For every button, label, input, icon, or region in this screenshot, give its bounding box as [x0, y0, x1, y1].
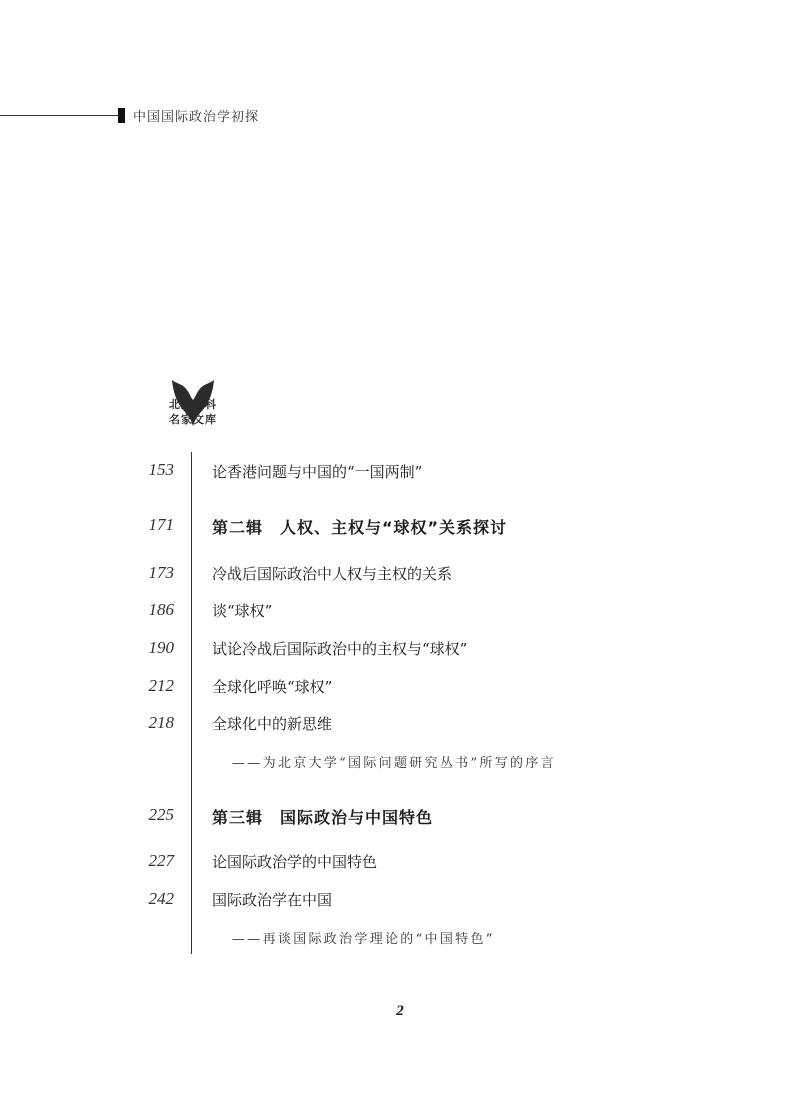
toc-entry[interactable]: 论国际政治学的中国特色: [212, 853, 378, 871]
toc-section-heading[interactable]: 第二辑 人权、主权与“球权”关系探讨: [212, 518, 508, 537]
toc-page-number: 218: [148, 713, 174, 732]
toc-page-number: 242: [148, 889, 174, 908]
toc-divider: [191, 452, 192, 954]
header-marker: [118, 108, 125, 123]
logo-text-line2: 名家文库: [169, 413, 217, 426]
toc-page-number: 173: [148, 563, 174, 582]
toc-page-number: 225: [148, 805, 174, 824]
toc-page-number: 212: [148, 676, 174, 695]
toc-entry[interactable]: 谈“球权”: [212, 602, 273, 620]
publisher-logo: [163, 378, 223, 428]
page-number: 2: [396, 1003, 404, 1019]
toc-entry[interactable]: 全球化呼唤“球权”: [212, 678, 333, 696]
toc-section-heading[interactable]: 第三辑 国际政治与中国特色: [212, 808, 434, 827]
toc-entry[interactable]: 国际政治学在中国: [212, 891, 333, 909]
toc-page-number: 190: [148, 638, 174, 657]
toc-page-number: 227: [148, 851, 174, 870]
logo-text-line1: 北京社科: [169, 398, 217, 411]
toc-entry[interactable]: 冷战后国际政治中人权与主权的关系: [212, 565, 453, 583]
running-header: 中国国际政治学初探: [133, 110, 260, 125]
toc-entry[interactable]: 论香港问题与中国的“一国两制”: [212, 463, 423, 481]
toc-entry[interactable]: 试论冷战后国际政治中的主权与“球权”: [212, 640, 468, 658]
toc-page-number: 171: [148, 515, 174, 534]
header-rule: [0, 115, 118, 116]
toc-entry-subtitle: ——为北京大学“国际问题研究丛书”所写的序言: [232, 756, 556, 771]
toc-page-number: 186: [148, 600, 174, 619]
toc-entry-subtitle: ——再谈国际政治学理论的“中国特色”: [232, 932, 495, 947]
toc-entry[interactable]: 全球化中的新思维: [212, 715, 333, 733]
toc-page-number: 153: [148, 460, 174, 479]
